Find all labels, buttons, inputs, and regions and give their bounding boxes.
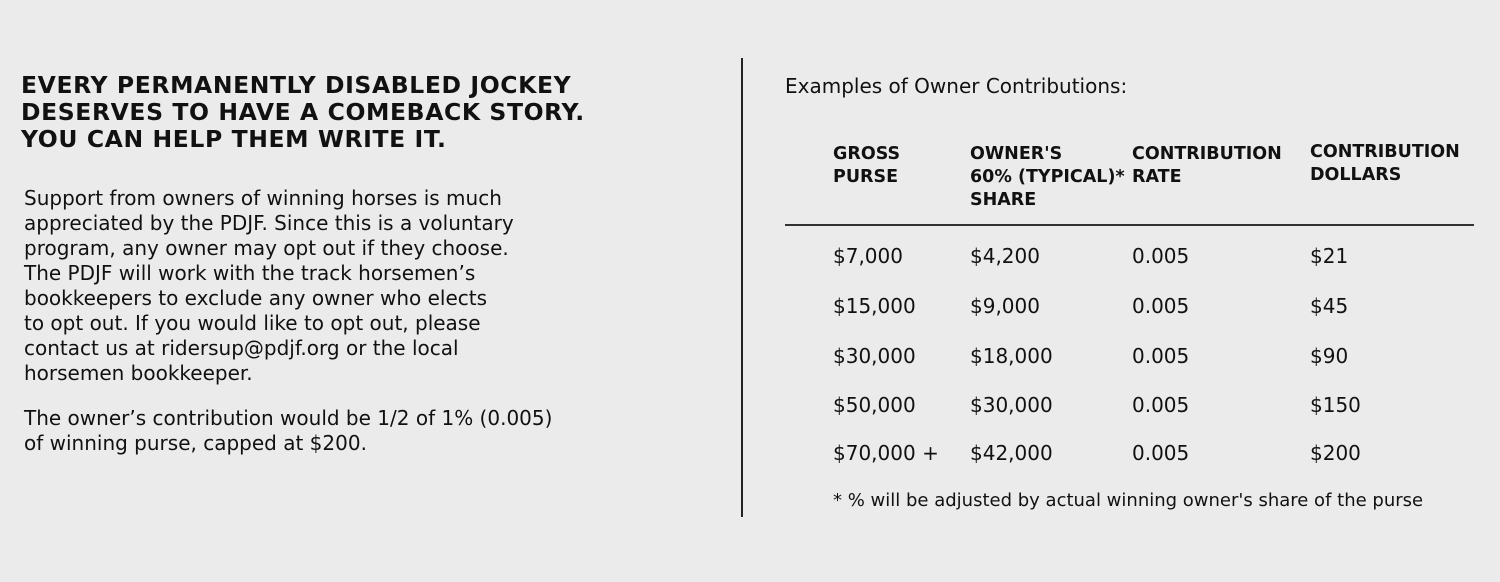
cell-rate: 0.005 xyxy=(1132,344,1190,368)
header-text: CONTRIBUTION xyxy=(1310,142,1460,162)
cell-rate: 0.005 xyxy=(1132,294,1190,318)
header-text: SHARE xyxy=(970,190,1037,210)
cell-owners-share: $9,000 xyxy=(970,294,1040,318)
paragraph-line: The owner’s contribution would be 1/2 of 1% (0.005) xyxy=(24,406,553,430)
header-gross-purse xyxy=(833,143,900,189)
cell-gross-purse: $7,000 xyxy=(833,244,903,268)
headline-line: EVERY PERMANENTLY DISABLED JOCKEY xyxy=(21,71,572,99)
cell-dollars: $45 xyxy=(1310,294,1349,318)
cell-rate: 0.005 xyxy=(1132,441,1190,465)
cell-owners-share: $4,200 xyxy=(970,244,1040,268)
table-intro: Examples of Owner Contributions: xyxy=(785,74,1128,98)
contribution-paragraph xyxy=(21,406,552,456)
cell-gross-purse: $30,000 xyxy=(833,344,916,368)
header-text: 60% (TYPICAL)* xyxy=(970,167,1125,187)
cell-gross-purse: $15,000 xyxy=(833,294,916,318)
paragraph-line: horsemen bookkeeper. xyxy=(24,361,253,385)
header-contribution-dollars xyxy=(1310,141,1460,187)
paragraph-line: The PDJF will work with the track horsemen’s xyxy=(24,261,476,285)
header-contribution-rate xyxy=(1132,143,1282,189)
paragraph-line: program, any owner may opt out if they choose. xyxy=(24,236,509,260)
cell-dollars: $150 xyxy=(1310,393,1361,417)
cell-owners-share: $18,000 xyxy=(970,344,1053,368)
cell-dollars: $200 xyxy=(1310,441,1361,465)
table-row xyxy=(785,393,1475,423)
paragraph-line: of winning purse, capped at $200. xyxy=(24,431,367,455)
cell-gross-purse: $70,000 + xyxy=(833,441,939,465)
header-rule xyxy=(785,224,1474,226)
table-row xyxy=(785,344,1475,374)
cell-rate: 0.005 xyxy=(1132,244,1190,268)
contributions-panel xyxy=(785,0,1475,582)
headline xyxy=(21,72,661,153)
headline-line: DESERVES TO HAVE A COMEBACK STORY. xyxy=(21,98,585,126)
cell-dollars: $21 xyxy=(1310,244,1349,268)
headline-line: YOU CAN HELP THEM WRITE IT. xyxy=(21,125,447,153)
header-text: DOLLARS xyxy=(1310,165,1402,185)
paragraph-line: appreciated by the PDJF. Since this is a voluntary xyxy=(24,211,514,235)
header-text: PURSE xyxy=(833,167,899,187)
header-text: OWNER'S xyxy=(970,144,1063,164)
paragraph-line: bookkeepers to exclude any owner who elects xyxy=(24,286,488,310)
cell-owners-share: $30,000 xyxy=(970,393,1053,417)
paragraph-line: to opt out. If you would like to opt out, please xyxy=(24,311,481,335)
table-row xyxy=(785,441,1475,471)
cell-rate: 0.005 xyxy=(1132,393,1190,417)
cell-owners-share: $42,000 xyxy=(970,441,1053,465)
vertical-divider xyxy=(741,58,743,517)
table-footnote: * % will be adjusted by actual winning owner's share of the purse xyxy=(833,490,1424,511)
left-panel xyxy=(21,71,661,455)
table-row xyxy=(785,294,1475,324)
support-paragraph xyxy=(21,186,514,386)
paragraph-line: Support from owners of winning horses is much xyxy=(24,186,502,210)
header-text: RATE xyxy=(1132,167,1182,187)
table-header xyxy=(785,143,1475,213)
header-text: CONTRIBUTION xyxy=(1132,144,1282,164)
paragraph-line: contact us at ridersup@pdjf.org or the local xyxy=(24,336,459,360)
cell-gross-purse: $50,000 xyxy=(833,393,916,417)
header-text: GROSS xyxy=(833,144,901,164)
cell-dollars: $90 xyxy=(1310,344,1349,368)
header-owners-share xyxy=(970,143,1125,212)
table-row xyxy=(785,244,1475,274)
